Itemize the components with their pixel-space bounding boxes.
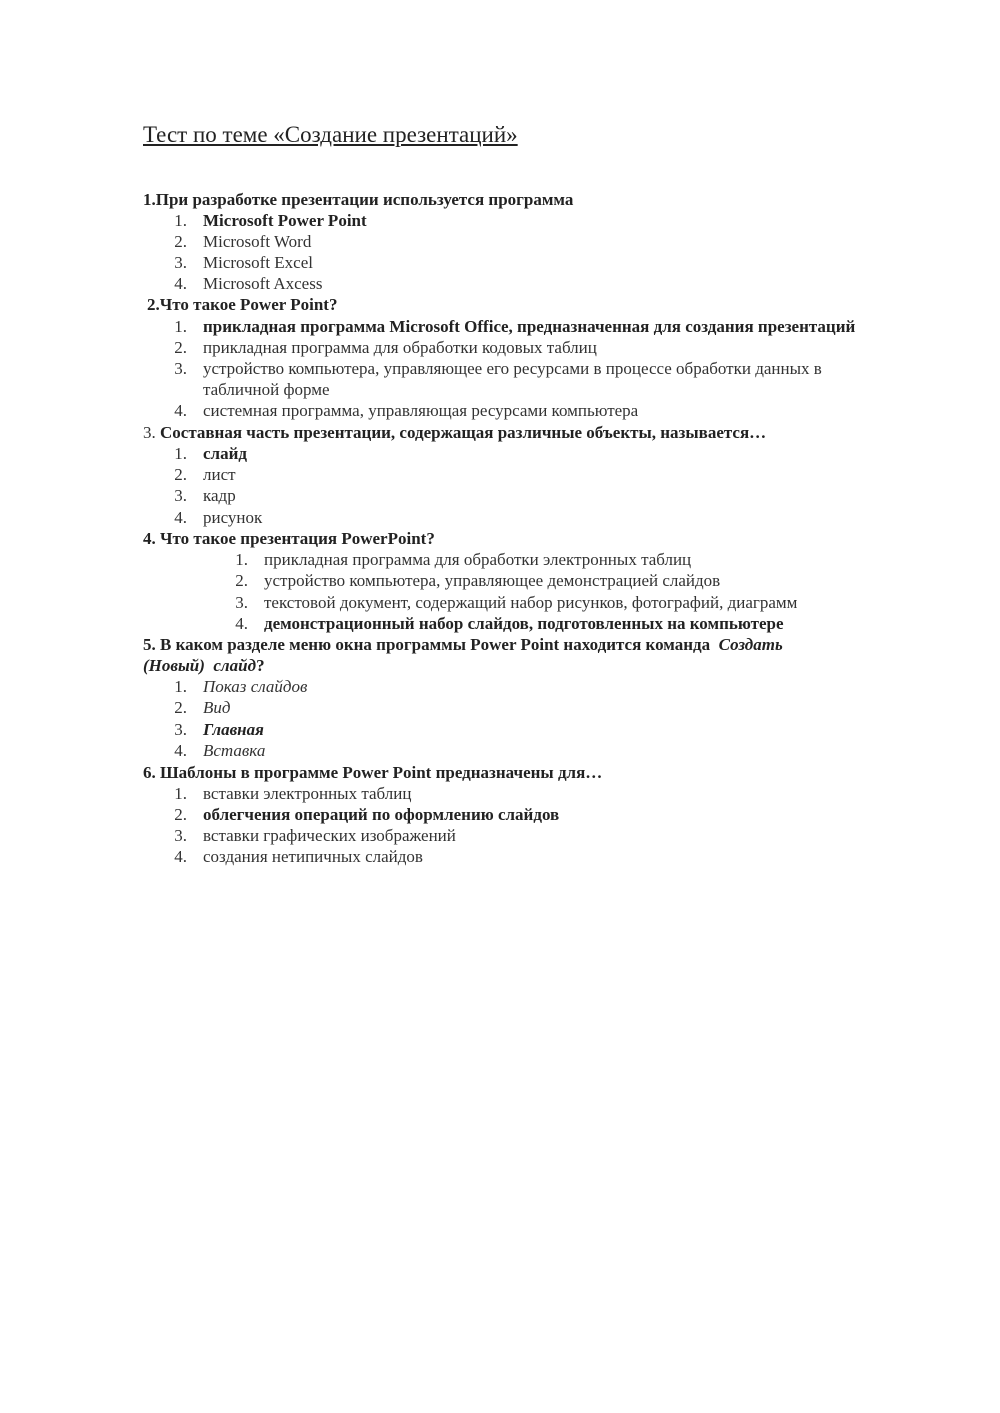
answer-text: кадр — [203, 486, 236, 505]
answer-number: 2. — [235, 571, 248, 590]
question-5-line2 — [143, 655, 265, 676]
question-text-end: ? — [256, 656, 265, 675]
answer-text: Вставка — [203, 741, 266, 760]
answer-text: лист — [203, 465, 236, 484]
answer-text: облегчения операций по оформлению слайдов — [203, 805, 560, 824]
answer-number: 1. — [174, 784, 187, 803]
question-4 — [143, 528, 435, 549]
answer-number: 4. — [174, 741, 187, 760]
answer-number: 2. — [174, 232, 187, 251]
answer-number: 1. — [174, 211, 187, 230]
answer-text: Вид — [203, 698, 231, 717]
question-text: В каком разделе меню окна программы Power Point находится команда — [160, 635, 711, 654]
answer-number: 3. — [174, 486, 187, 505]
answer-text: Microsoft Axcess — [203, 274, 323, 293]
answer-number: 3. — [235, 593, 248, 612]
question-number: 6. — [143, 763, 156, 782]
answer-text: создания нетипичных слайдов — [203, 847, 423, 866]
answer-number: 1. — [174, 317, 187, 336]
question-number: 5. — [143, 635, 156, 654]
question-number: 3. — [143, 423, 156, 442]
answer-number: 3. — [174, 826, 187, 845]
question-number: 4. — [143, 529, 156, 548]
answer-text: слайд — [203, 444, 247, 463]
question-6 — [143, 762, 602, 783]
answer-number: 2. — [174, 465, 187, 484]
question-3 — [143, 422, 766, 443]
question-5 — [143, 634, 783, 655]
answer-number: 3. — [174, 359, 187, 378]
answer-text: прикладная программа Microsoft Office, предназначенная для создания презентаций — [203, 317, 856, 336]
answer-number: 3. — [174, 253, 187, 272]
answer-text: Главная — [203, 720, 264, 739]
answer-text: Microsoft Word — [203, 232, 312, 251]
answer-text: прикладная программа для обработки электронных таблиц — [264, 550, 692, 569]
answer-number: 1. — [235, 550, 248, 569]
question-text: Что такое Power Point? — [159, 295, 338, 314]
answer-number: 2. — [174, 698, 187, 717]
question-italic: Создать — [718, 635, 783, 654]
answer-text: Microsoft Power Point — [203, 211, 367, 230]
answer-number: 1. — [174, 444, 187, 463]
answer-number: 4. — [174, 508, 187, 527]
question-text: Что такое презентация PowerPoint? — [160, 529, 435, 548]
question-text: При разработке презентации используется программа — [155, 190, 574, 209]
answer-text: устройство компьютера, управляющее его ресурсами в процессе обработки данных в — [203, 359, 822, 378]
question-number: 1. — [143, 190, 156, 209]
answer-text: вставки графических изображений — [203, 826, 456, 845]
answer-text: вставки электронных таблиц — [203, 784, 412, 803]
answer-text: системная программа, управляющая ресурсами компьютера — [203, 401, 639, 420]
question-text: Составная часть презентации, содержащая различные объекты, называется… — [160, 423, 767, 442]
answer-text: Показ слайдов — [203, 677, 308, 696]
answer-text: текстовой документ, содержащий набор рисунков, фотографий, диаграмм — [264, 593, 798, 612]
answer-number: 4. — [235, 614, 248, 633]
question-italic: (Новый) слайд — [143, 656, 257, 675]
answer-number: 4. — [174, 847, 187, 866]
question-2 — [147, 294, 337, 315]
answer-text: демонстрационный набор слайдов, подготовленных на компьютере — [264, 614, 784, 633]
page-title: Тест по теме «Создание презентаций» — [143, 122, 518, 147]
answer-number: 4. — [174, 274, 187, 293]
answer-text: рисунок — [203, 508, 263, 527]
answer-number: 2. — [174, 338, 187, 357]
answer-text: устройство компьютера, управляющее демонстрацией слайдов — [264, 571, 721, 590]
answer-number: 1. — [174, 677, 187, 696]
answer-text: Microsoft Excel — [203, 253, 313, 272]
question-number: 2. — [147, 295, 160, 314]
answer-2-3-continuation: табличной форме — [203, 380, 330, 399]
answer-number: 4. — [174, 401, 187, 420]
answer-number: 3. — [174, 720, 187, 739]
question-1 — [143, 189, 573, 210]
question-text: Шаблоны в программе Power Point предназначены для… — [160, 763, 603, 782]
answer-text: прикладная программа для обработки кодовых таблиц — [203, 338, 597, 357]
answer-number: 2. — [174, 805, 187, 824]
